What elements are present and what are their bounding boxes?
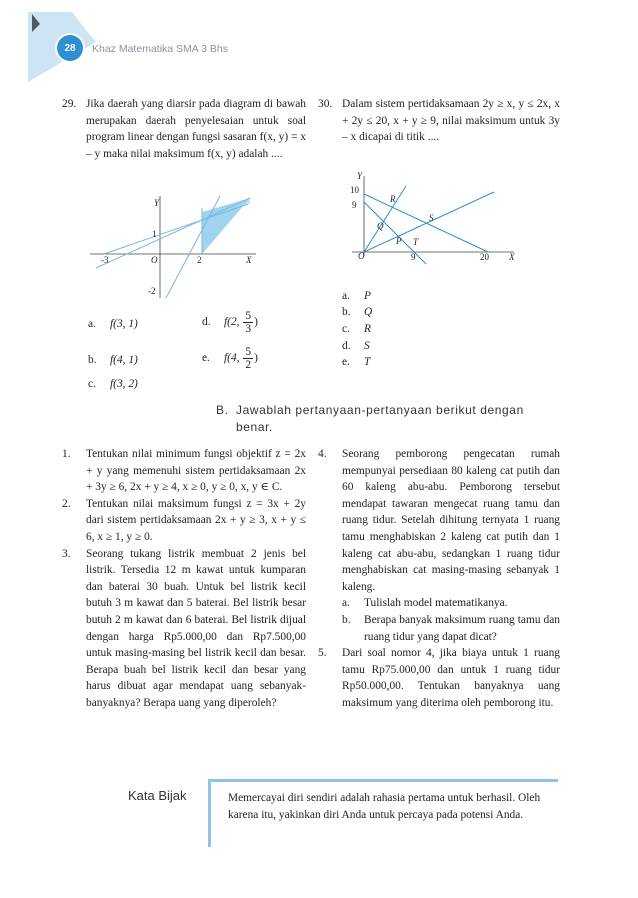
point-P: P [396, 236, 402, 246]
question-29 [62, 96, 306, 162]
question-text: Jika daerah yang diarsir pada diagram di bawah merupakan daerah penyelesaian untuk soal program linear dengan fungsi sasaran f(x, y) = x – y maka nilai maksimum f(x, y) adalah .... [86, 98, 306, 160]
tick-y-neg: -2 [148, 286, 156, 296]
book-title: Khaz Matematika SMA 3 Bhs [92, 43, 228, 55]
option-29a[interactable]: a. f(3, 1) [88, 318, 138, 330]
kata-bijak-label: Kata Bijak [128, 788, 187, 803]
essay-4a: a. Tulislah model matematikanya. [342, 597, 508, 610]
tick-y9: 9 [352, 200, 357, 210]
axis-y-label: Y [357, 171, 363, 181]
question-number: 30. [318, 98, 333, 110]
essay-4: 4. Seorang pemborong pengecatan rumah mempunyai persediaan 80 kaleng cat putih dan 60 kaleng abu-abu. Pemborong tersebut mendapat tawaran mengecat ruang tamu dan ruang tidur. Setelah dihitung ternyata 1 ruang tamu menghabiskan 2 kaleng cat putih dan 1 kaleng cat abu-abu, sedangkan 1 ruang tidur menghabiskan cat masing-masing sebanyak 1 kaleng. a. Tulislah model matematikanya. b. Berapa banyak maksimum ruang tamu dan ruang tidur yang dapat dicat? [318, 446, 560, 645]
line-2 [104, 204, 248, 254]
essay-left-column [62, 446, 306, 712]
option-30b[interactable]: b. Q [342, 306, 373, 318]
point-T: T [413, 237, 419, 247]
axis-y-label: Y [154, 198, 160, 208]
essay-1: 1. Tentukan nilai minimum fungsi objektif z = 2x + y yang memenuhi sistem pertidaksamaan 2x + 3y ≥ 6, 2x + y ≥ 4, x ≥ 0, y ≥ 0, x, y ∈ C. [62, 448, 306, 494]
option-29c[interactable]: c. f(3, 2) [88, 378, 138, 390]
essay-right-column [318, 446, 560, 712]
option-30d[interactable]: d. S [342, 340, 370, 352]
option-29e[interactable]: e. f(4, $\frac{5}{2}$ ) [202, 346, 258, 371]
option-29b[interactable]: b. f(4, 1) [88, 354, 138, 366]
line-1 [96, 198, 250, 268]
shaded-region-29b [202, 198, 250, 254]
axis-x-label: X [509, 252, 515, 262]
kata-bijak-text: Memercayai diri sendiri adalah rahasia pertama untuk berhasil. Oleh karena itu, yakinkan diri Anda untuk percaya pada potensi Anda. [228, 792, 541, 821]
origin-label: O [151, 255, 158, 265]
question-number: 29. [62, 98, 77, 110]
kata-bijak-top-rule [208, 779, 558, 782]
option-29d[interactable]: d. f(2, $\frac{5}{3}$ ) [202, 310, 258, 335]
essay-3: 3. Seorang tukang listrik membuat 2 jenis bel listrik. Tersedia 12 m kawat untuk kumparan dan baterai 30 buah. Untuk bel listrik kecil butuh 3 m kawat dan 5 baterai. Bel listrik besar butuh 2 m kawat dan 6 baterai. Bel listrik dijual dengan harga Rp5.000,00 dan Rp7.500,00 untuk masing-masing bel listrik kecil dan besar. Berapa buah bel listrik kecil dan besar yang harus dibuat agar mendapat uang sebanyak-banyaknya? Berapa uang yang diperoleh? [62, 547, 306, 709]
option-30a[interactable]: a. P [342, 290, 371, 302]
tick-x-neg: -3 [101, 255, 109, 265]
line-4 [166, 196, 220, 298]
graph-29 [88, 188, 288, 308]
tick-x-pos: 2 [197, 255, 202, 265]
essay-4b: b. Berapa banyak maksimum ruang tamu dan ruang tidur yang dapat dicat? [342, 613, 560, 643]
question-text: Dalam sistem pertidaksamaan 2y ≥ x, y ≤ 2x, x + 2y ≤ 20, x + y ≥ 9, nilai maksimum untuk 3y – x dicapai di titik .... [342, 98, 560, 144]
section-b-heading: B. Jawablah pertanyaan-pertanyaan berikut dengan benar. [216, 403, 524, 434]
essay-2: 2. Tentukan nilai maksimum fungsi z = 3x + 2y dari sistem pertidaksamaan 2x + y ≥ 3, x + y ≤ 6, x ≥ 1, y ≥ 0. [62, 497, 306, 543]
tick-x9: 9 [411, 252, 416, 262]
point-Q: Q [377, 221, 384, 231]
axis-x-label: X [246, 255, 252, 265]
page-number: 28 [64, 43, 76, 54]
question-30 [318, 96, 560, 146]
line-x-y [364, 202, 426, 264]
essay-5: 5. Dari soal nomor 4, jika biaya untuk 1 ruang tamu Rp75.000,00 dan untuk 1 ruang tidur Rp50.000,00. Tentukan banyaknya uang maksimum yang diterima oleh pemborong itu. [318, 647, 560, 709]
kata-bijak-left-rule [208, 779, 211, 847]
tick-y-pos: 1 [152, 229, 157, 239]
option-30c[interactable]: c. R [342, 323, 371, 335]
option-30e[interactable]: e. T [342, 356, 371, 368]
origin-label: O [358, 251, 365, 261]
point-S: S [429, 213, 434, 223]
tick-y10: 10 [350, 185, 359, 195]
point-R: R [390, 194, 396, 204]
tick-x20: 20 [480, 252, 489, 262]
